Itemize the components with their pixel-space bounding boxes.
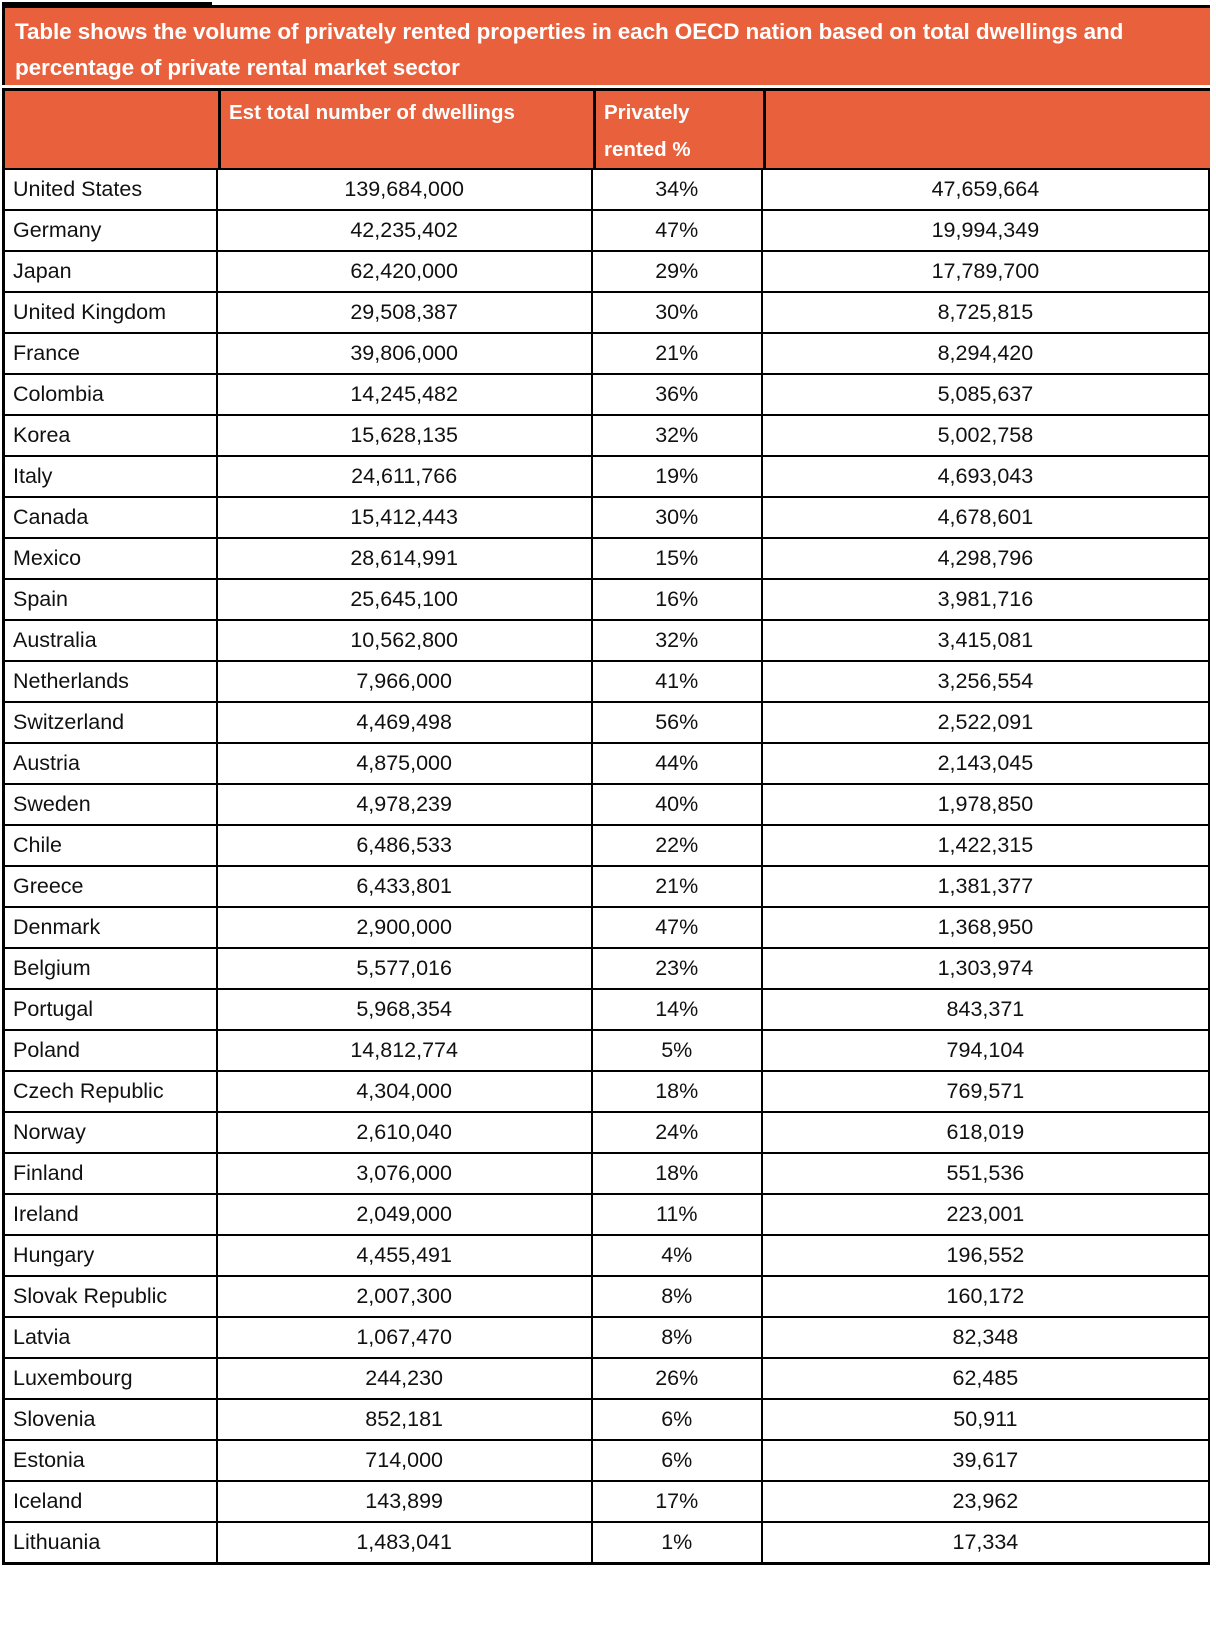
cell-market_size: 551,536: [762, 1153, 1209, 1194]
column-header-privately-rented-pct: Privately rented %: [593, 91, 763, 168]
cell-market_size: 1,422,315: [762, 825, 1209, 866]
cell-market_size: 160,172: [762, 1276, 1209, 1317]
cell-market_size: 1,381,377: [762, 866, 1209, 907]
cell-privately_rented_pct: 6%: [592, 1399, 762, 1440]
cell-privately_rented_pct: 29%: [592, 251, 762, 292]
table-row: [4, 456, 1210, 497]
cell-market_size: 1,978,850: [762, 784, 1209, 825]
cell-location: Luxembourg: [4, 1358, 217, 1399]
cell-market_size: 223,001: [762, 1194, 1209, 1235]
column-header-location-label: [13, 131, 212, 168]
cell-location: Slovak Republic: [4, 1276, 217, 1317]
cell-market_size: 23,962: [762, 1481, 1209, 1522]
cell-location: Mexico: [4, 538, 217, 579]
table-row: [4, 989, 1210, 1030]
cell-location: Australia: [4, 620, 217, 661]
table-row: [4, 1481, 1210, 1522]
cell-privately_rented_pct: 40%: [592, 784, 762, 825]
cell-location: Denmark: [4, 907, 217, 948]
cell-dwellings: 2,007,300: [217, 1276, 592, 1317]
cell-market_size: 843,371: [762, 989, 1209, 1030]
cell-dwellings: 143,899: [217, 1481, 592, 1522]
table-row: [4, 415, 1210, 456]
table-row: [4, 1317, 1210, 1358]
cell-dwellings: 14,812,774: [217, 1030, 592, 1071]
table-row: [4, 1440, 1210, 1481]
cell-market_size: 3,256,554: [762, 661, 1209, 702]
cell-dwellings: 62,420,000: [217, 251, 592, 292]
column-header-dwellings: Est total number of dwellings: [218, 91, 593, 168]
cell-dwellings: 14,245,482: [217, 374, 592, 415]
table-row: [4, 866, 1210, 907]
cell-location: Greece: [4, 866, 217, 907]
cell-privately_rented_pct: 47%: [592, 907, 762, 948]
cell-location: Japan: [4, 251, 217, 292]
table-row: [4, 579, 1210, 620]
cell-dwellings: 3,076,000: [217, 1153, 592, 1194]
cell-dwellings: 139,684,000: [217, 169, 592, 210]
cell-location: Iceland: [4, 1481, 217, 1522]
cell-dwellings: 1,067,470: [217, 1317, 592, 1358]
cell-location: Belgium: [4, 948, 217, 989]
cell-privately_rented_pct: 32%: [592, 620, 762, 661]
cell-location: Chile: [4, 825, 217, 866]
table-row: [4, 784, 1210, 825]
table-row: [4, 1071, 1210, 1112]
table-row: [4, 743, 1210, 784]
cell-dwellings: 28,614,991: [217, 538, 592, 579]
cell-location: United States: [4, 169, 217, 210]
cell-privately_rented_pct: 4%: [592, 1235, 762, 1276]
cell-market_size: 4,298,796: [762, 538, 1209, 579]
cell-dwellings: 244,230: [217, 1358, 592, 1399]
table-body: [2, 168, 1210, 1565]
cell-location: Estonia: [4, 1440, 217, 1481]
cell-market_size: 4,693,043: [762, 456, 1209, 497]
cell-privately_rented_pct: 5%: [592, 1030, 762, 1071]
table-row: [4, 1358, 1210, 1399]
cell-location: United Kingdom: [4, 292, 217, 333]
cell-dwellings: 42,235,402: [217, 210, 592, 251]
cell-market_size: 1,303,974: [762, 948, 1209, 989]
cell-dwellings: 6,486,533: [217, 825, 592, 866]
cell-privately_rented_pct: 8%: [592, 1276, 762, 1317]
cell-market_size: 1,368,950: [762, 907, 1209, 948]
cell-privately_rented_pct: 1%: [592, 1522, 762, 1564]
cell-location: Hungary: [4, 1235, 217, 1276]
table-row: [4, 169, 1210, 210]
cell-dwellings: 5,577,016: [217, 948, 592, 989]
cell-location: Italy: [4, 456, 217, 497]
cell-market_size: 82,348: [762, 1317, 1209, 1358]
cell-market_size: 47,659,664: [762, 169, 1209, 210]
cell-market_size: 618,019: [762, 1112, 1209, 1153]
cell-market_size: 8,294,420: [762, 333, 1209, 374]
cell-dwellings: 4,469,498: [217, 702, 592, 743]
cell-privately_rented_pct: 24%: [592, 1112, 762, 1153]
cell-dwellings: 2,900,000: [217, 907, 592, 948]
cell-location: Latvia: [4, 1317, 217, 1358]
cell-market_size: 3,415,081: [762, 620, 1209, 661]
cell-location: Netherlands: [4, 661, 217, 702]
cell-privately_rented_pct: 30%: [592, 497, 762, 538]
cell-market_size: 62,485: [762, 1358, 1209, 1399]
cell-privately_rented_pct: 22%: [592, 825, 762, 866]
table-row: [4, 497, 1210, 538]
cell-dwellings: 2,049,000: [217, 1194, 592, 1235]
cell-location: Canada: [4, 497, 217, 538]
cell-privately_rented_pct: 11%: [592, 1194, 762, 1235]
cell-privately_rented_pct: 8%: [592, 1317, 762, 1358]
cell-market_size: 5,002,758: [762, 415, 1209, 456]
cell-market_size: 5,085,637: [762, 374, 1209, 415]
cell-location: Slovenia: [4, 1399, 217, 1440]
cell-market_size: 3,981,716: [762, 579, 1209, 620]
table-title-banner: [2, 5, 1210, 85]
table-row: [4, 825, 1210, 866]
column-header-market-size: [763, 91, 1210, 168]
cell-location: Norway: [4, 1112, 217, 1153]
cell-privately_rented_pct: 21%: [592, 333, 762, 374]
cell-dwellings: 4,978,239: [217, 784, 592, 825]
cell-dwellings: 4,455,491: [217, 1235, 592, 1276]
cell-privately_rented_pct: 17%: [592, 1481, 762, 1522]
cell-market_size: 2,143,045: [762, 743, 1209, 784]
table-row: [4, 251, 1210, 292]
cell-dwellings: 4,875,000: [217, 743, 592, 784]
table-row: [4, 1112, 1210, 1153]
cell-privately_rented_pct: 23%: [592, 948, 762, 989]
cell-market_size: 4,678,601: [762, 497, 1209, 538]
cell-privately_rented_pct: 16%: [592, 579, 762, 620]
cell-market_size: 50,911: [762, 1399, 1209, 1440]
cell-location: Switzerland: [4, 702, 217, 743]
cell-market_size: 196,552: [762, 1235, 1209, 1276]
table-row: [4, 907, 1210, 948]
table-row: [4, 702, 1210, 743]
table-row: [4, 1399, 1210, 1440]
cell-privately_rented_pct: 21%: [592, 866, 762, 907]
cell-location: France: [4, 333, 217, 374]
table-row: [4, 661, 1210, 702]
cell-privately_rented_pct: 19%: [592, 456, 762, 497]
cell-dwellings: 2,610,040: [217, 1112, 592, 1153]
table-row: [4, 948, 1210, 989]
cell-location: Germany: [4, 210, 217, 251]
table-row: [4, 210, 1210, 251]
cell-dwellings: 10,562,800: [217, 620, 592, 661]
cell-location: Poland: [4, 1030, 217, 1071]
cell-privately_rented_pct: 6%: [592, 1440, 762, 1481]
cell-dwellings: 15,628,135: [217, 415, 592, 456]
cell-privately_rented_pct: 26%: [592, 1358, 762, 1399]
cell-location: Finland: [4, 1153, 217, 1194]
column-header-market-size-label: [774, 131, 1204, 168]
cell-market_size: 794,104: [762, 1030, 1209, 1071]
cell-privately_rented_pct: 32%: [592, 415, 762, 456]
cell-location: Ireland: [4, 1194, 217, 1235]
table-row: [4, 1276, 1210, 1317]
cell-dwellings: 29,508,387: [217, 292, 592, 333]
cell-market_size: 39,617: [762, 1440, 1209, 1481]
cell-location: Czech Republic: [4, 1071, 217, 1112]
table-row: [4, 538, 1210, 579]
cell-dwellings: 4,304,000: [217, 1071, 592, 1112]
cell-location: Sweden: [4, 784, 217, 825]
cell-dwellings: 5,968,354: [217, 989, 592, 1030]
cell-dwellings: 714,000: [217, 1440, 592, 1481]
cell-dwellings: 39,806,000: [217, 333, 592, 374]
cell-privately_rented_pct: 34%: [592, 169, 762, 210]
cell-dwellings: 7,966,000: [217, 661, 592, 702]
cell-privately_rented_pct: 30%: [592, 292, 762, 333]
cell-privately_rented_pct: 44%: [592, 743, 762, 784]
cell-privately_rented_pct: 15%: [592, 538, 762, 579]
cell-location: Portugal: [4, 989, 217, 1030]
cell-dwellings: 852,181: [217, 1399, 592, 1440]
column-header-location: [5, 91, 218, 168]
cell-privately_rented_pct: 14%: [592, 989, 762, 1030]
cell-privately_rented_pct: 41%: [592, 661, 762, 702]
cell-dwellings: 25,645,100: [217, 579, 592, 620]
table-row: [4, 1235, 1210, 1276]
table-row: [4, 1522, 1210, 1564]
cell-privately_rented_pct: 47%: [592, 210, 762, 251]
table-row: [4, 374, 1210, 415]
table-row: [4, 620, 1210, 661]
cell-privately_rented_pct: 18%: [592, 1153, 762, 1194]
cell-dwellings: 24,611,766: [217, 456, 592, 497]
page-title: Table shows the volume of privately rented properties in each OECD nation based on total dwellings and percentage of private rental market sector: [15, 19, 1124, 80]
cell-market_size: 769,571: [762, 1071, 1209, 1112]
cell-market_size: 17,334: [762, 1522, 1209, 1564]
table-row: [4, 1030, 1210, 1071]
cell-market_size: 19,994,349: [762, 210, 1209, 251]
cell-privately_rented_pct: 56%: [592, 702, 762, 743]
cell-market_size: 8,725,815: [762, 292, 1209, 333]
cell-market_size: 17,789,700: [762, 251, 1209, 292]
cell-location: Colombia: [4, 374, 217, 415]
table-header-row: [2, 88, 1210, 168]
cell-dwellings: 6,433,801: [217, 866, 592, 907]
cell-location: Lithuania: [4, 1522, 217, 1564]
cell-location: Spain: [4, 579, 217, 620]
cell-location: Austria: [4, 743, 217, 784]
cell-privately_rented_pct: 36%: [592, 374, 762, 415]
cell-privately_rented_pct: 18%: [592, 1071, 762, 1112]
table-row: [4, 333, 1210, 374]
cell-dwellings: 15,412,443: [217, 497, 592, 538]
table-row: [4, 1194, 1210, 1235]
cell-location: Korea: [4, 415, 217, 456]
table-row: [4, 292, 1210, 333]
cell-market_size: 2,522,091: [762, 702, 1209, 743]
cell-dwellings: 1,483,041: [217, 1522, 592, 1564]
table-row: [4, 1153, 1210, 1194]
